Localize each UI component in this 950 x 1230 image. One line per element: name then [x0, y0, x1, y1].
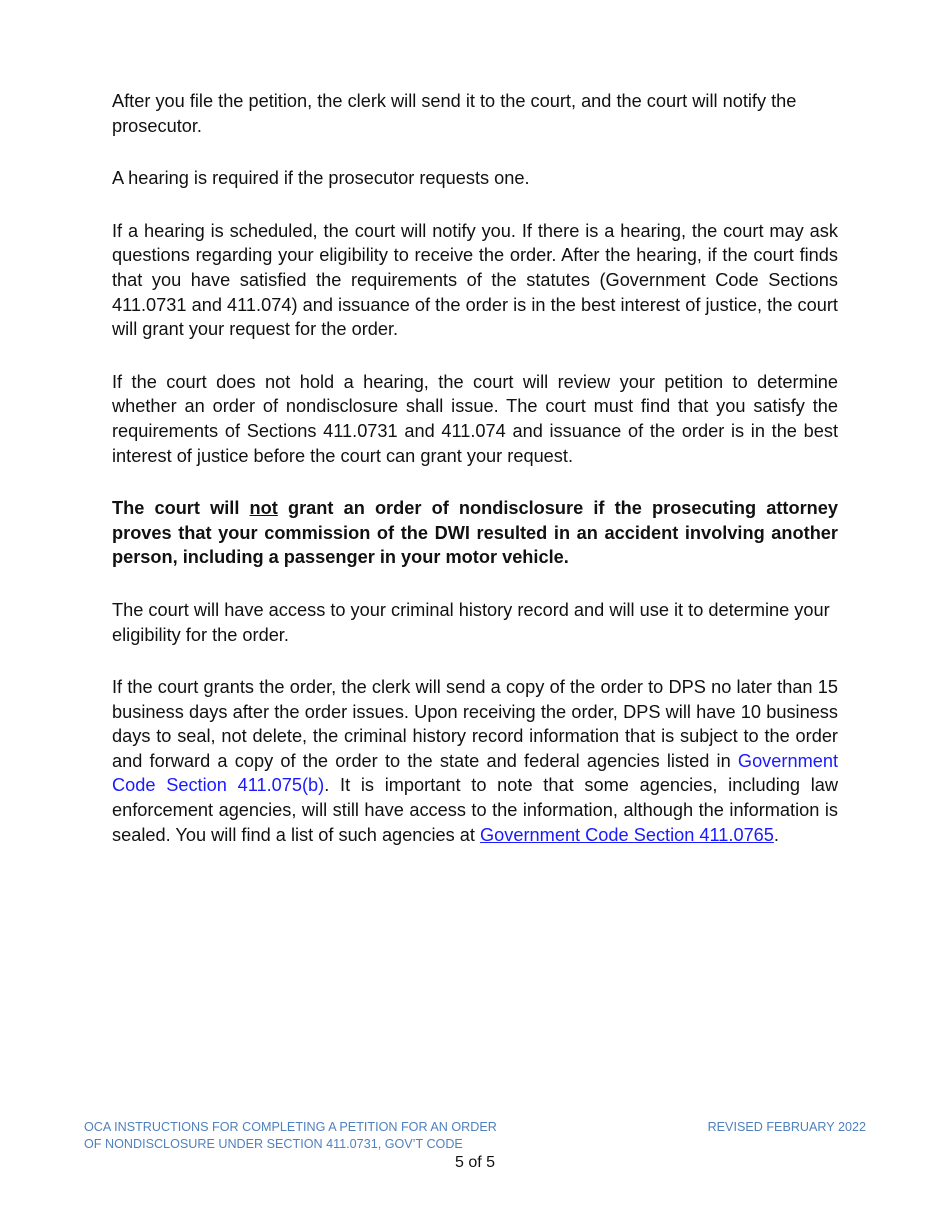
paragraph-no-hearing: If the court does not hold a hearing, the court will review your petition to determine whether an order of nondisclosure shall issue. The court must find that you satisfy the requirements of Sections 411.0731 and 411.074 and issuance of the order is in the best interest of justice before the court can grant your request.: [112, 371, 838, 466]
paragraph-dwi-warning: [112, 496, 838, 570]
paragraph-hearing-scheduled: If a hearing is scheduled, the court will notify you. If there is a hearing, the court may ask questions regarding your eligibility to receive the order. After the hearing, if the court finds that you have satisfied the requirements of the statutes (Government Code Sections 411.0731 and 411.074) and issuance of the order is in the best interest of justice, the court will grant your request for the order.: [112, 220, 838, 340]
footer-document-title: [84, 1119, 497, 1153]
order-text-2: . It is important to note that some agencies, including law enforcement agencies, will still have access to the information, although the information is sealed. You will find a list of such agencies at: [112, 775, 838, 845]
paragraph-hearing-required: A hearing is required if the prosecutor requests one.: [112, 168, 530, 189]
order-text-1: If the court grants the order, the clerk will send a copy of the order to DPS no later than 15 business days after the order issues. Upon receiving the order, DPS will have 10 business days to seal, not delete, the criminal history record information that is subject to the order and forward a copy of the order to the state and federal agencies listed in: [112, 677, 838, 771]
document-body: [112, 89, 838, 875]
paragraph-filing: After you file the petition, the clerk will send it to the court, and the court will notify the prosecutor.: [112, 91, 797, 136]
paragraph-order-granted: [112, 675, 838, 847]
link-gov-code-411-075b[interactable]: Government Code Section 411.075(b): [112, 750, 838, 796]
order-text-3: .: [773, 824, 779, 845]
footer-title-line-2: OF NONDISCLOSURE UNDER SECTION 411.0731, GOV’T CODE: [84, 1137, 463, 1151]
warning-text-end: grant an order of nondisclosure if the prosecuting attorney proves that your commission of the DWI resulted in an accident involving another person, including a passenger in your motor vehicle.: [112, 498, 838, 568]
footer-revision-date: REVISED FEBRUARY 2022: [707, 1120, 866, 1134]
warning-emphasis: not: [249, 498, 278, 519]
warning-text-start: The court will: [112, 498, 250, 519]
link-gov-code-411-0765[interactable]: Government Code Section 411.0765: [480, 824, 774, 845]
footer-title-line-1: OCA INSTRUCTIONS FOR COMPLETING A PETITION FOR AN ORDER: [84, 1120, 497, 1134]
page-number: 5 of 5: [454, 1154, 496, 1171]
paragraph-criminal-history: The court will have access to your criminal history record and will use it to determine your eligibility for the order.: [112, 599, 830, 645]
